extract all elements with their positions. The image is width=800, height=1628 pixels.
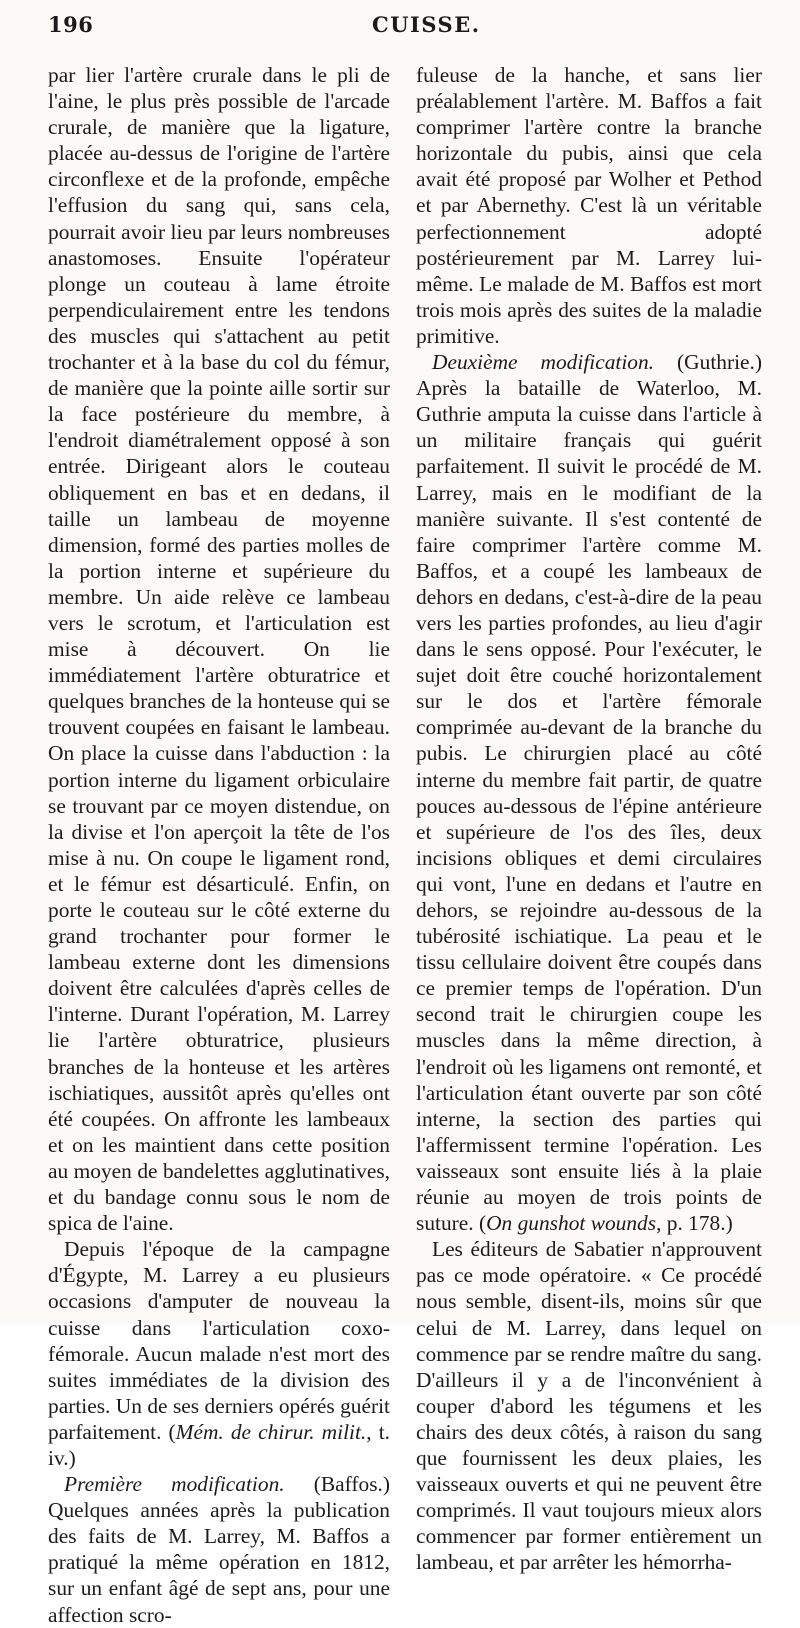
- left-paragraph-2-citation: Mém. de chirur. milit.: [175, 1419, 367, 1444]
- right-column: [416, 62, 762, 1575]
- right-paragraph-2-citation: On gunshot wounds: [486, 1211, 657, 1236]
- section-heading-premiere-modification: Première modification.: [64, 1472, 285, 1497]
- right-paragraph-2-text: (Guthrie.) Après la bataille de Waterloo, M. Guthrie amputa la cuisse dans l'article à un militaire français qui guérit parfaitement. Il suivit le procédé de M. Larrey, mais en le modifiant de la manière suivante. Il s'est contenté de faire comprimer l'artère comme M. Baffos, et a coupé les lambeaux de dehors en dedans, c'est-à-dire de la peau vers les parties profondes, au lieu d'agir dans le sens opposé. Pour l'exécuter, le sujet doit être couché horizontalement sur le dos et l'artère fémorale comprimée au-devant de la branche du pubis. Le chirurgien placé au côté interne du membre fait partir, de quatre pouces au-dessous de l'épine antérieure et supérieure de l'os des îles, deux incisions obliques et demi circulaires qui vont, l'une en dedans et l'autre en dehors, se rejoindre au-dessous de la tubérosité ischiatique. La peau et le tissu cellulaire doivent être coupés dans ce premier temps de l'opération. D'un second trait le chirurgien coupe les muscles dans la même direction, à l'endroit où les ligamens ont remonté, et l'articulation étant ouverte par son côté interne, la section des parties qui l'affermissent termine l'opération. Les vaisseaux sont ensuite liés à la plaie réunie au moyen de trois points de suture. (: [416, 350, 762, 1236]
- left-paragraph-2-text: Depuis l'époque de la campagne d'Égypte, M. Larrey a eu plusieurs occasions d'amputer de nouveau la cuisse dans l'articulation coxo-fémorale. Aucun malade n'est mort des suites immédiates de la division des parties. Un de ses derniers opérés guérit parfaitement. (: [48, 1237, 390, 1444]
- right-paragraph-3: Les éditeurs de Sabatier n'approuvent pas ce mode opératoire. « Ce procédé nous semble, disent-ils, moins sûr que celui de M. Larrey, dans lequel on commence par se rendre maître du sang. D'ailleurs il y a de l'inconvénient à couper d'abord les tégumens et les chairs des deux côtés, à raison du sang que fournissent les deux plaies, les vaisseaux ouverts et qui ne peuvent être comprimés. Il vaut toujours mieux alors commencer par former entièrement un lambeau, et par arrêter les hémorrha-: [416, 1237, 762, 1575]
- left-paragraph-2-end: , t. iv.): [48, 1419, 390, 1470]
- page-header: [48, 12, 760, 42]
- left-paragraph-2: [48, 1236, 390, 1471]
- left-paragraph-3-text: (Baffos.) Quelques années après la publication des faits de M. Larrey, M. Baffos a pratiqué la même opération en 1812, sur un enfant âgé de sept ans, pour une affection scro-: [48, 1472, 390, 1627]
- section-heading-deuxieme-modification: Deuxième modification.: [432, 350, 655, 375]
- left-paragraph-3: [48, 1471, 390, 1628]
- left-paragraph-1: par lier l'artère crurale dans le pli de l'aine, le plus près possible de l'arcade crurale, de manière que la ligature, placée au-dessus de l'origine de l'artère circonflexe et de la profonde, empêche l'effusion du sang qui, sans cela, pourrait avoir lieu par leurs nombreuses anastomoses. Ensuite l'opérateur plonge un couteau à lame étroite perpendiculairement entre les tendons des muscles qui s'attachent au petit trochanter et à la base du col du fémur, de manière que la pointe aille sortir sur la face postérieure du membre, à l'endroit diamétralement opposé à son entrée. Dirigeant alors le couteau obliquement en bas et en dedans, il taille un lambeau de moyenne dimension, formé des parties molles de la portion interne et supérieure du membre. Un aide relève ce lambeau vers le scrotum, et l'articulation est mise à découvert. On lie immédiatement l'artère obturatrice et quelques branches de la honteuse qui se trouvent coupées en faisant le lambeau. On place la cuisse dans l'abduction : la portion interne du ligament orbiculaire se trouvant par ce moyen distendue, on la divise et l'on aperçoit la tête de l'os mise à nu. On coupe le ligament rond, et le fémur est désarticulé. Enfin, on porte le couteau sur le côté externe du grand trochanter pour former le lambeau externe dont les dimensions doivent être calculées d'après celles de l'interne. Durant l'opération, M. Larrey lie l'artère obturatrice, plusieurs branches de la honteuse et les artères ischiatiques, aussitôt après qu'elles ont été coupées. On affronte les lambeaux et on les maintient dans cette position au moyen de bandelettes agglutinatives, et du bandage connu sous le nom de spica de l'aine.: [48, 63, 390, 1236]
- running-head: CUISSE.: [372, 12, 481, 37]
- right-paragraph-2: [416, 349, 762, 1236]
- right-paragraph-1: fuleuse de la hanche, et sans lier préalablement l'artère. M. Baffos a fait comprimer l'artère contre la branche horizontale du pubis, ainsi que cela avait été proposé par Wolher et Pethod et par Abernethy. C'est là un véritable perfectionnement adopté postérieurement par M. Larrey lui-même. Le malade de M. Baffos est mort trois mois après des suites de la maladie primitive.: [416, 63, 762, 348]
- right-paragraph-2-end: , p. 178.): [656, 1211, 733, 1236]
- page-number: 196: [48, 12, 94, 37]
- left-column: [48, 62, 390, 1628]
